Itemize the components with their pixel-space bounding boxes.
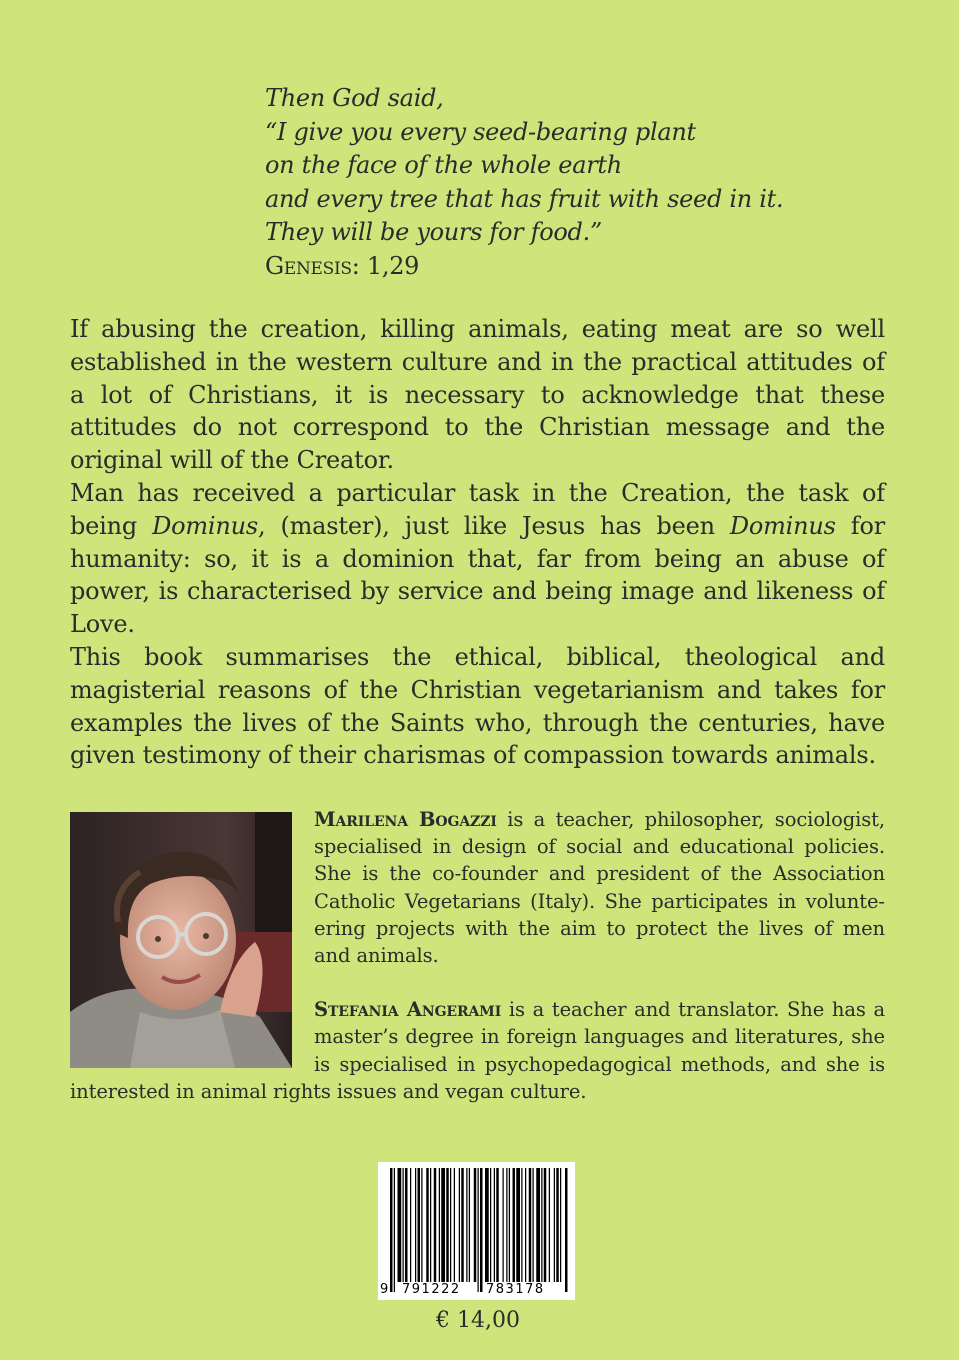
barcode-bar	[405, 1168, 408, 1282]
author-bio-text: is a teacher, philosopher, sociologist, specialised in design of social and educational policies. She is the co-founder and president of the Association Catholic Vegetarians (Italy). She participates in volunteering projects with the aim to protect the lives of men and animals.	[314, 808, 885, 968]
text-run: for humanity: so, it is a dominion that, far from being an abuse of power, is characterised by service and being image and likeness of Love.	[70, 511, 885, 639]
barcode-bar	[418, 1168, 421, 1282]
barcode-bar	[554, 1168, 555, 1282]
photo-spacer	[70, 806, 292, 1068]
barcode-bar	[529, 1168, 532, 1282]
reference-book: Genesis	[265, 251, 352, 280]
barcode-bar	[441, 1168, 445, 1282]
barcode-bar	[565, 1168, 568, 1292]
barcode-bar	[560, 1168, 561, 1282]
barcode-bar	[478, 1168, 479, 1292]
barcode-bar	[390, 1168, 393, 1292]
barcode-bar	[394, 1168, 395, 1292]
barcode-bar	[450, 1168, 451, 1282]
barcode-bar	[509, 1168, 510, 1282]
isbn-barcode	[378, 1162, 575, 1300]
barcode-bar	[466, 1168, 467, 1282]
barcode-bar	[454, 1168, 455, 1282]
blurb-paragraph-1: If abusing the creation, killing animals, eating meat are so well established in the western culture and in the practical attitudes of a lot of Christians, it is necessary to acknowledge that these attitudes do not correspond to the Christian message and the original will of the Creator.	[70, 315, 885, 475]
barcode-bar	[426, 1168, 429, 1282]
barcode-bar	[480, 1168, 483, 1292]
barcode-bar	[434, 1168, 437, 1282]
barcode-bar	[469, 1168, 470, 1282]
barcode-bar	[521, 1168, 522, 1282]
epigraph	[265, 82, 885, 283]
blurb	[70, 313, 885, 772]
barcode-digit-lead: 9	[380, 1282, 389, 1297]
barcode-bar	[494, 1168, 495, 1282]
barcode-bar	[536, 1168, 540, 1282]
barcode-bar	[516, 1168, 520, 1282]
barcode-bar	[459, 1168, 460, 1282]
dominus-term: Dominus	[729, 511, 836, 540]
epigraph-line: Then God said,	[265, 84, 444, 112]
epigraph-reference	[265, 250, 885, 284]
text-run: , (master), just like Jesus has been	[258, 511, 730, 540]
barcode-bar	[421, 1168, 422, 1282]
barcode-bar	[533, 1168, 534, 1282]
barcode-bar	[506, 1168, 507, 1282]
reference-verse: : 1,29	[351, 251, 420, 280]
author-name: Marilena Bogazzi	[314, 808, 497, 831]
barcode-bar	[549, 1168, 550, 1282]
author-bio-text: is a teacher and translator. She has a master’s degree in foreign languages and literatures, she is specialised in psychopedagogical methods, and she is interested in animal rights issues and vegan culture.	[70, 998, 885, 1103]
barcode-bar	[496, 1168, 499, 1282]
barcode-bars	[378, 1162, 575, 1300]
barcode-digits-right: 783178	[486, 1282, 545, 1297]
barcode-bar	[485, 1168, 489, 1282]
barcode-digits-left: 791222	[402, 1282, 461, 1297]
dominus-term: Dominus	[152, 511, 259, 540]
author-name: Stefania Angerami	[314, 998, 502, 1022]
author-bios	[70, 806, 885, 1105]
barcode-bar	[544, 1168, 547, 1282]
barcode-bar	[398, 1168, 402, 1282]
barcode-bar	[430, 1168, 431, 1282]
text-run: Man has received a particular task in the Creation, the task of being	[70, 478, 885, 540]
barcode-bar	[415, 1168, 416, 1282]
barcode-bar	[525, 1168, 526, 1282]
barcode-bar	[439, 1168, 440, 1282]
price-label: € 14,00	[436, 1308, 520, 1333]
blurb-paragraph-3: This book summarises the ethical, biblical, theological and magisterial reasons of the Christian vegetarianism and takes for examples the lives of the Saints who, through the centuries, have given testimony of their charismas of compassion towards animals.	[70, 642, 885, 770]
blurb-paragraph-2	[70, 477, 885, 641]
barcode-bar	[513, 1168, 516, 1282]
epigraph-line: “I give you every seed-bearing plant	[265, 117, 696, 146]
barcode-bar	[541, 1168, 542, 1282]
epigraph-line: They will be yours for food.”	[265, 218, 602, 246]
barcode-bar	[410, 1168, 411, 1282]
barcode-bar	[461, 1168, 464, 1282]
barcode-bar	[403, 1168, 404, 1282]
barcode-bar	[446, 1168, 449, 1282]
epigraph-line: and every tree that has fruit with seed in it.	[265, 184, 784, 213]
barcode-bar	[490, 1168, 491, 1282]
epigraph-line: on the face of the whole earth	[265, 151, 622, 179]
barcode-bar	[474, 1168, 477, 1282]
barcode-bar	[556, 1168, 559, 1282]
barcode-bar	[503, 1168, 504, 1282]
